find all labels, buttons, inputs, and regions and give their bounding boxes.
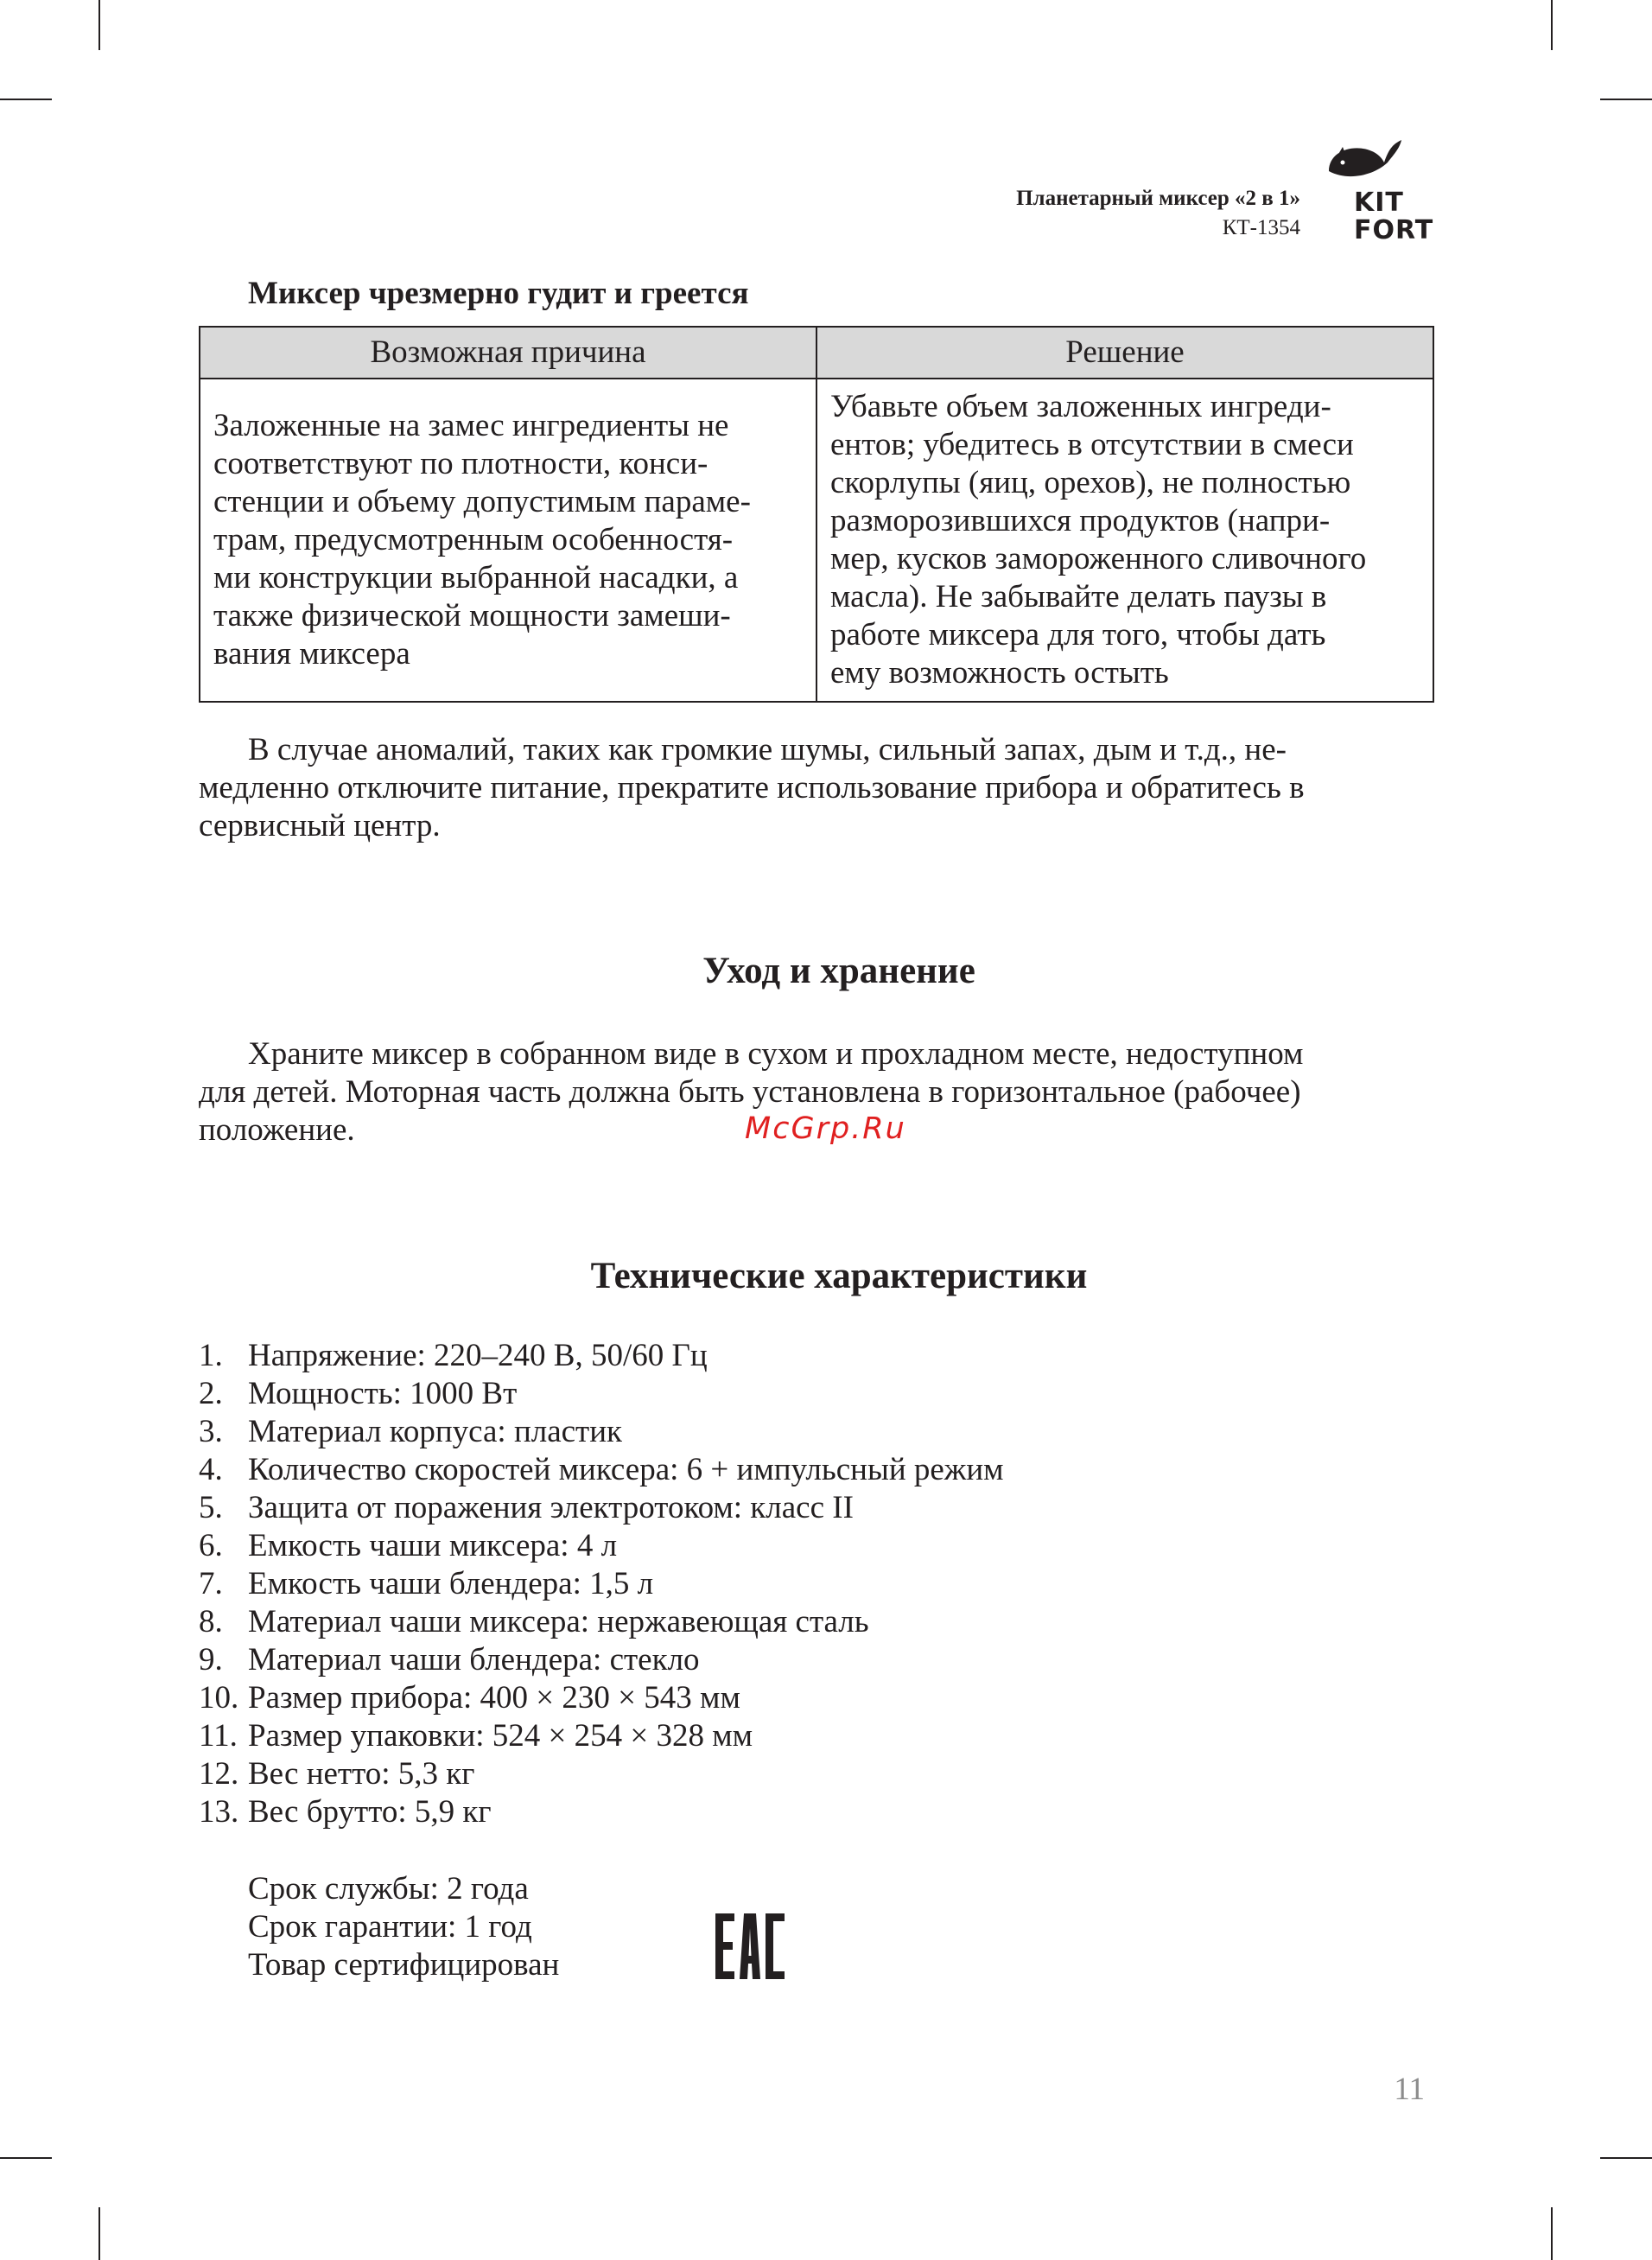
paragraph-line: положение. xyxy=(199,1112,355,1148)
spec-item xyxy=(199,1451,1004,1489)
spec-number: 7. xyxy=(199,1566,223,1601)
watermark: McGrp.Ru xyxy=(745,1111,906,1146)
crop-mark xyxy=(98,2207,100,2260)
paragraph-line: для детей. Моторная часть должна быть установлена в горизонтальное (рабочее) xyxy=(199,1074,1301,1110)
spec-item xyxy=(199,1489,1004,1527)
cell-line: ми конструкции выбранной насадки, а xyxy=(213,560,739,595)
specs-list xyxy=(199,1337,1004,1831)
spec-text: Защита от поражения электротоком: класс II xyxy=(248,1490,854,1525)
cause-cell xyxy=(200,379,816,702)
spec-item xyxy=(199,1565,1004,1603)
solution-cell xyxy=(816,379,1433,702)
spec-number: 12. xyxy=(199,1756,239,1792)
troubleshooting-table xyxy=(199,326,1434,703)
spec-text: Напряжение: 220–240 В, 50/60 Гц xyxy=(248,1338,708,1373)
table-header-row xyxy=(200,327,1433,379)
crop-mark xyxy=(1600,2157,1652,2159)
cell-line: трам, предусмотренным особенностя- xyxy=(213,522,734,557)
spec-item xyxy=(199,1375,1004,1413)
spec-text: Вес брутто: 5,9 кг xyxy=(248,1794,492,1830)
spec-text: Размер упаковки: 524 × 254 × 328 мм xyxy=(248,1718,753,1754)
spec-item xyxy=(199,1641,1004,1679)
kitfort-logo xyxy=(1354,189,1433,245)
warranty: Срок гарантии: 1 год xyxy=(248,1909,532,1945)
crop-mark xyxy=(1551,2207,1553,2260)
spec-number: 13. xyxy=(199,1794,239,1830)
cell-line: стенции и объему допустимым параме- xyxy=(213,484,751,519)
spec-number: 11. xyxy=(199,1718,238,1754)
paragraph-line: медленно отключите питание, прекратите использование прибора и обратитесь в xyxy=(199,770,1305,805)
spec-number: 6. xyxy=(199,1528,223,1563)
cell-line: вания миксера xyxy=(213,636,410,672)
spec-number: 3. xyxy=(199,1414,223,1449)
column-header: Возможная причина xyxy=(200,327,816,379)
spec-number: 8. xyxy=(199,1604,223,1639)
eac-certification-icon xyxy=(714,1912,786,1981)
trouble-heading: Миксер чрезмерно гудит и греется xyxy=(248,276,749,311)
cell-line: разморозившихся продуктов (напри- xyxy=(830,503,1331,538)
spec-item xyxy=(199,1679,1004,1717)
care-section-title: Уход и хранение xyxy=(702,951,975,991)
crop-mark xyxy=(98,0,100,50)
cell-line: также физической мощности замеши- xyxy=(213,598,731,633)
spec-text: Емкость чаши миксера: 4 л xyxy=(248,1528,618,1563)
cell-line: Заложенные на замес ингредиенты не xyxy=(213,408,729,443)
spec-text: Материал корпуса: пластик xyxy=(248,1414,622,1449)
cell-line: работе миксера для того, чтобы дать xyxy=(830,617,1326,653)
cell-line: мер, кусков замороженного сливочного xyxy=(830,541,1367,576)
table-row xyxy=(200,379,1433,702)
paragraph-line: Храните миксер в собранном виде в сухом и прохладном месте, недоступном xyxy=(248,1036,1304,1072)
spec-item xyxy=(199,1793,1004,1831)
cell-line: соответствуют по плотности, конси- xyxy=(213,446,708,481)
service-life: Срок службы: 2 года xyxy=(248,1871,529,1907)
spec-text: Материал чаши миксера: нержавеющая сталь xyxy=(248,1604,869,1639)
spec-number: 5. xyxy=(199,1490,223,1525)
spec-item xyxy=(199,1603,1004,1641)
spec-number: 10. xyxy=(199,1680,239,1716)
model-number: КТ-1354 xyxy=(1222,216,1300,239)
specs-section-title: Технические характеристики xyxy=(590,1256,1088,1296)
logo-line: FORT xyxy=(1354,215,1434,245)
spec-item xyxy=(199,1413,1004,1451)
cell-line: масла). Не забывайте делать паузы в xyxy=(830,579,1327,614)
cell-line: ентов; убедитесь в отсутствии в смеси xyxy=(830,427,1354,462)
service-info xyxy=(248,1870,559,1984)
crop-mark xyxy=(0,99,52,100)
crop-mark xyxy=(1600,99,1652,100)
cell-line: ему возможность остыть xyxy=(830,655,1169,691)
paragraph-line: сервисный центр. xyxy=(199,808,441,844)
spec-item xyxy=(199,1755,1004,1793)
spec-number: 1. xyxy=(199,1338,223,1373)
certified: Товар сертифицирован xyxy=(248,1947,560,1983)
paragraph-line: В случае аномалий, таких как громкие шумы, сильный запах, дым и т.д., не- xyxy=(248,732,1287,767)
spec-text: Вес нетто: 5,3 кг xyxy=(248,1756,475,1792)
spec-text: Мощность: 1000 Вт xyxy=(248,1376,518,1411)
crop-mark xyxy=(0,2157,52,2159)
spec-item xyxy=(199,1717,1004,1755)
spec-number: 2. xyxy=(199,1376,223,1411)
spec-text: Размер прибора: 400 × 230 × 543 мм xyxy=(248,1680,740,1716)
page-number: 11 xyxy=(1394,2072,1425,2107)
spec-text: Емкость чаши блендера: 1,5 л xyxy=(248,1566,654,1601)
spec-item xyxy=(199,1337,1004,1375)
column-header: Решение xyxy=(816,327,1433,379)
cell-line: скорлупы (яиц, орехов), не полностью xyxy=(830,465,1351,500)
crop-mark xyxy=(1551,0,1553,50)
spec-text: Материал чаши блендера: стекло xyxy=(248,1642,700,1677)
spec-number: 9. xyxy=(199,1642,223,1677)
product-title: Планетарный миксер «2 в 1» xyxy=(1016,187,1300,210)
logo-line: KIT xyxy=(1354,188,1404,218)
spec-number: 4. xyxy=(199,1452,223,1487)
cell-line: Убавьте объем заложенных ингреди- xyxy=(830,389,1331,424)
spec-item xyxy=(199,1527,1004,1565)
spec-text: Количество скоростей миксера: 6 + импульсный режим xyxy=(248,1452,1004,1487)
anomaly-paragraph xyxy=(199,731,1443,845)
